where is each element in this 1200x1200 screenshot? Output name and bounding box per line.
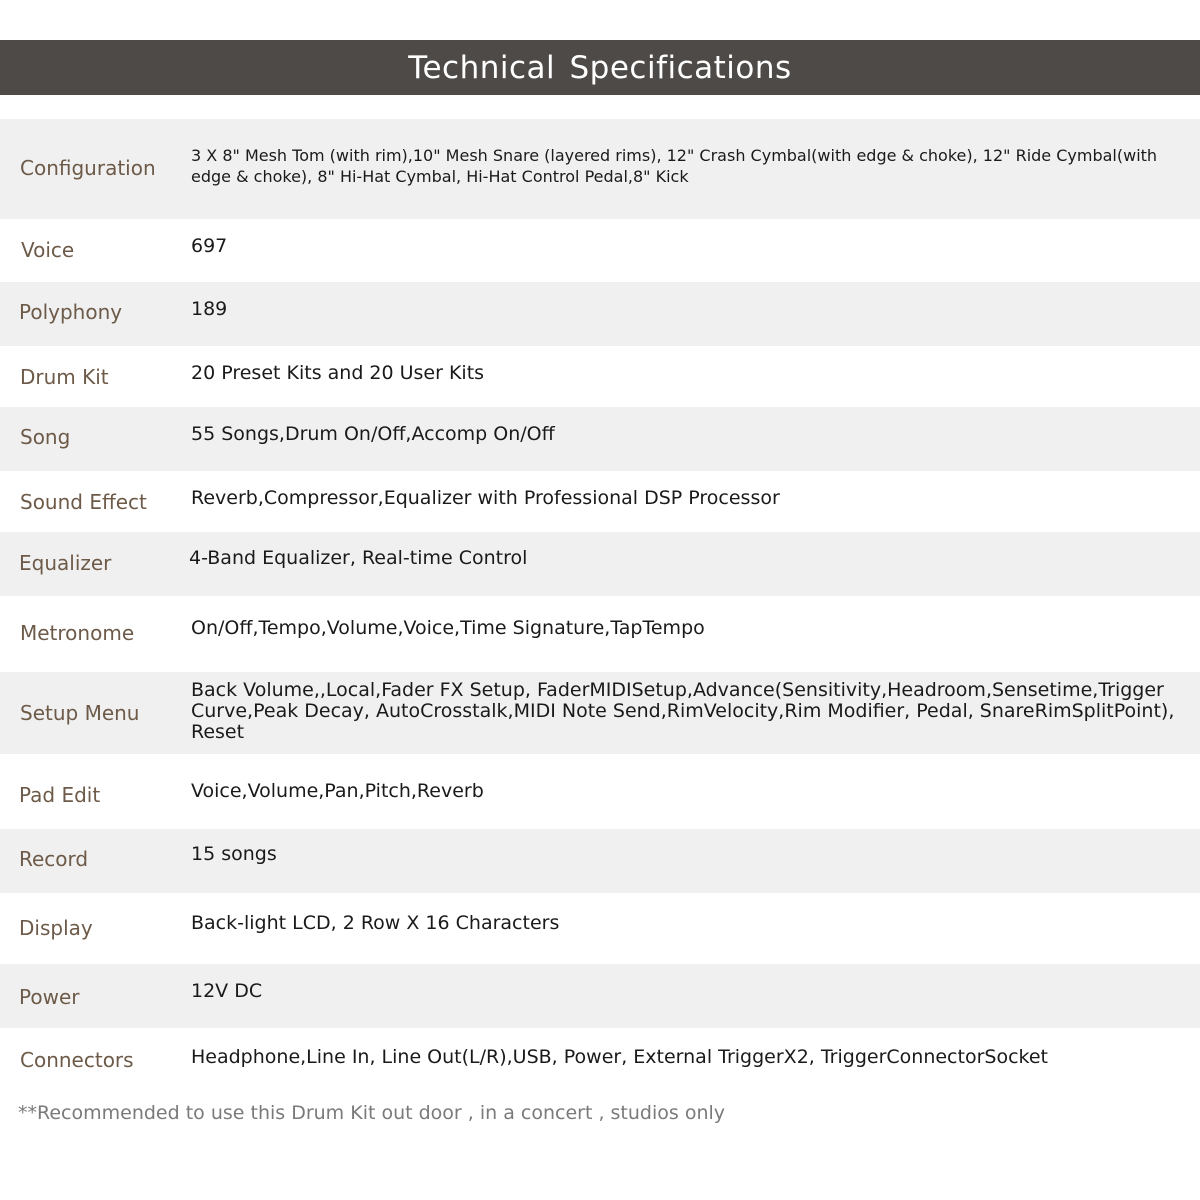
- spec-row-song: [0, 407, 1200, 471]
- spec-value: Back-light LCD, 2 Row X 16 Characters: [191, 912, 560, 934]
- spec-row-drum-kit: [0, 346, 1200, 407]
- spec-row-power: [0, 964, 1200, 1028]
- spec-row-record: [0, 829, 1200, 893]
- spec-label: Drum Kit: [20, 365, 109, 389]
- spec-label: Power: [19, 985, 80, 1009]
- spec-row-polyphony: [0, 282, 1200, 346]
- spec-row-connectors: [0, 1028, 1200, 1092]
- spec-value: Back Volume,,Local,Fader FX Setup, FaderMIDISetup,Advance(Sensitivity,Headroom,Sensetime,Trigger Curve,Peak Decay, AutoCrosstalk,MIDI Note Send,RimVelocity,Rim Modifier, Pedal, SnareRimSplitPoint), Reset: [191, 679, 1175, 743]
- header-bar: [0, 40, 1200, 95]
- spec-label: Equalizer: [19, 551, 112, 575]
- spec-row-equalizer: [0, 532, 1200, 596]
- spec-value: On/Off,Tempo,Volume,Voice,Time Signature,TapTempo: [191, 617, 705, 639]
- spec-label: Display: [19, 916, 93, 940]
- spec-value: 20 Preset Kits and 20 User Kits: [191, 362, 485, 384]
- spec-row-setup-menu: [0, 672, 1200, 754]
- spec-label: Pad Edit: [19, 783, 101, 807]
- spec-label: Metronome: [20, 621, 135, 645]
- spec-value: 3 X 8" Mesh Tom (with rim),10" Mesh Snare (layered rims), 12" Crash Cymbal(with edge & choke), 12" Ride Cymbal(with edge & choke), 8" Hi-Hat Cymbal, Hi-Hat Control Pedal,8" Kick: [191, 146, 1158, 186]
- spec-value: 697: [191, 235, 228, 257]
- spec-value: 55 Songs,Drum On/Off,Accomp On/Off: [191, 423, 555, 445]
- spec-value: 12V DC: [191, 980, 263, 1002]
- spec-value: 189: [191, 298, 228, 320]
- spec-label: Song: [20, 425, 71, 449]
- spec-label: Voice: [21, 238, 75, 262]
- page-title: Technical Specifications: [408, 49, 792, 86]
- spec-label: Configuration: [20, 156, 156, 180]
- spec-row-sound-effect: [0, 471, 1200, 532]
- spec-row-pad-edit: [0, 754, 1200, 829]
- spec-value: Reverb,Compressor,Equalizer with Professional DSP Processor: [191, 487, 780, 509]
- spec-table: [0, 119, 1200, 1092]
- spec-row-metronome: [0, 596, 1200, 672]
- spec-label: Setup Menu: [20, 701, 140, 725]
- spec-label: Sound Effect: [20, 490, 147, 514]
- spec-row-display: [0, 893, 1200, 964]
- spec-label: Record: [19, 847, 89, 871]
- spec-label: Polyphony: [19, 300, 123, 324]
- spec-row-configuration: [0, 119, 1200, 219]
- spec-value: 4-Band Equalizer, Real-time Control: [189, 547, 528, 569]
- spec-label: Connectors: [20, 1048, 134, 1072]
- spec-row-voice: [0, 219, 1200, 282]
- footnote: **Recommended to use this Drum Kit out door , in a concert , studios only: [18, 1102, 726, 1124]
- spec-value: 15 songs: [191, 843, 277, 865]
- spec-value: Voice,Volume,Pan,Pitch,Reverb: [191, 780, 484, 802]
- spec-value: Headphone,Line In, Line Out(L/R),USB, Power, External TriggerX2, TriggerConnectorSocket: [191, 1046, 1048, 1068]
